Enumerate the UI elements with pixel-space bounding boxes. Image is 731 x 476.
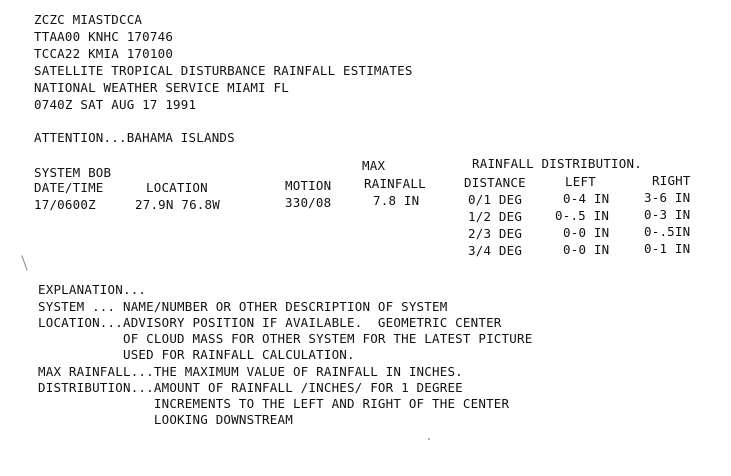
explanation-line-4: OF CLOUD MASS FOR OTHER SYSTEM FOR THE LATEST PICTURE xyxy=(38,331,533,346)
header-line-4: SATELLITE TROPICAL DISTURBANCE RAINFALL ESTIMATES xyxy=(34,63,413,78)
explanation-line-7: DISTRIBUTION...AMOUNT OF RAINFALL /INCHES/ FOR 1 DEGREE xyxy=(38,380,463,395)
dist-row-4-distance: 3/4 DEG xyxy=(468,243,523,258)
explanation-line-1: EXPLANATION... xyxy=(38,282,147,297)
col-header-right: RIGHT xyxy=(652,173,691,188)
dist-row-1-left: 0-4 IN xyxy=(563,191,610,206)
cell-motion: 330/08 xyxy=(285,195,332,210)
cell-datetime: 17/0600Z xyxy=(34,197,96,212)
dist-row-3-distance: 2/3 DEG xyxy=(468,226,523,241)
col-header-location: LOCATION xyxy=(146,180,208,195)
header-line-6: 0740Z SAT AUG 17 1991 xyxy=(34,97,197,112)
scan-mark xyxy=(21,255,27,270)
explanation-line-8: INCREMENTS TO THE LEFT AND RIGHT OF THE CENTER xyxy=(38,396,510,411)
explanation-line-9: LOOKING DOWNSTREAM xyxy=(38,412,293,427)
col-header-max: MAX xyxy=(362,158,386,173)
header-line-3: TCCA22 KMIA 170100 xyxy=(34,46,174,61)
dist-row-2-right: 0-3 IN xyxy=(644,207,691,222)
header-line-5: NATIONAL WEATHER SERVICE MIAMI FL xyxy=(34,80,289,95)
col-header-motion: MOTION xyxy=(285,178,332,193)
dist-row-4-left: 0-0 IN xyxy=(563,242,610,257)
col-header-rain-dist: RAINFALL DISTRIBUTION. xyxy=(472,156,642,171)
cell-location: 27.9N 76.8W xyxy=(135,197,220,212)
explanation-line-5: USED FOR RAINFALL CALCULATION. xyxy=(38,347,355,362)
header-line-2: TTAA00 KNHC 170746 xyxy=(34,29,174,44)
dist-row-3-right: 0-.5IN xyxy=(644,224,691,239)
dist-row-2-left: 0-.5 IN xyxy=(555,208,610,223)
scan-speck xyxy=(428,438,430,440)
dist-row-2-distance: 1/2 DEG xyxy=(468,209,523,224)
dist-row-1-distance: 0/1 DEG xyxy=(468,192,523,207)
header-line-1: ZCZC MIASTDCCA xyxy=(34,12,143,27)
col-header-left: LEFT xyxy=(565,174,596,189)
system-label: SYSTEM BOB xyxy=(34,165,112,180)
explanation-line-2: SYSTEM ... NAME/NUMBER OR OTHER DESCRIPTION OF SYSTEM xyxy=(38,299,448,314)
attention-line: ATTENTION...BAHAMA ISLANDS xyxy=(34,130,235,145)
explanation-line-6: MAX RAINFALL...THE MAXIMUM VALUE OF RAINFALL IN INCHES. xyxy=(38,364,463,379)
col-header-datetime: DATE/TIME xyxy=(34,180,104,195)
col-header-rainfall: RAINFALL xyxy=(364,176,426,191)
col-header-distance: DISTANCE xyxy=(464,175,526,190)
cell-max-rainfall: 7.8 IN xyxy=(373,193,420,208)
explanation-line-3: LOCATION...ADVISORY POSITION IF AVAILABLE. GEOMETRIC CENTER xyxy=(38,315,502,330)
dist-row-4-right: 0-1 IN xyxy=(644,241,691,256)
dist-row-3-left: 0-0 IN xyxy=(563,225,610,240)
dist-row-1-right: 3-6 IN xyxy=(644,190,691,205)
